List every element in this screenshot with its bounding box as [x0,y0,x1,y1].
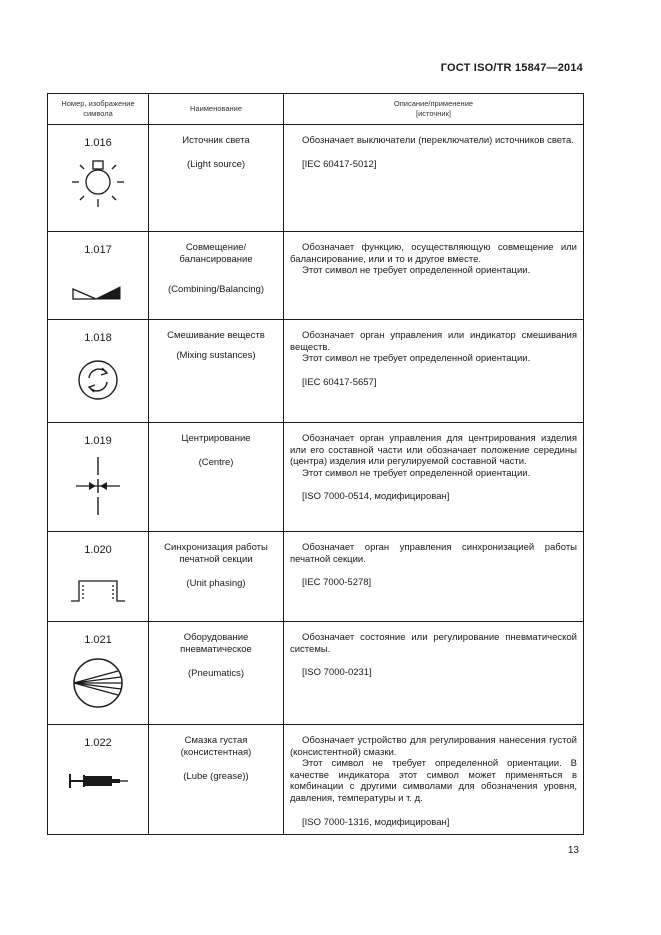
description-cell [284,232,584,320]
description-text: Обозначает орган управления для центрирования изделия или его составной части или обозначает положение середины (центра) изделия или регулируемой составной части. [290,433,577,468]
light-source-icon [68,157,128,213]
description-text: Обозначает состояние или регулирование пневматической системы. [290,632,577,655]
header-description-title: Описание/применение [393,99,474,108]
combining-balancing-icon [68,282,128,304]
table-row [48,423,584,532]
symbol-name-ru: Синхронизация работы печатной секции [164,542,268,565]
symbol-name-ru: Источник света [182,135,250,146]
symbol-name-en: (Unit phasing) [186,578,246,589]
description-text: Этот символ не требует определенной ориентации. [302,467,531,479]
table-row [48,725,584,835]
symbols-table [47,93,584,835]
symbol-name-ru: Смешивание веществ [167,330,265,341]
symbol-cell [48,232,149,320]
name-cell [149,532,284,622]
symbol-cell [48,423,149,532]
description-cell [284,532,584,622]
name-cell [149,320,284,423]
name-cell [149,725,284,835]
name-cell [149,125,284,232]
description-cell [284,423,584,532]
description-text: Обозначает орган управления или индикатор смешивания веществ. [290,330,577,353]
name-cell [149,423,284,532]
header-description-source: [источник] [416,109,451,118]
description-cell [284,320,584,423]
symbol-name-ru: Центрирование [181,433,251,444]
description-text: Этот символ не требует определенной ориентации. [302,265,531,277]
header-description [284,94,584,125]
table-header-row [48,94,584,125]
description-text: Обозначает выключатели (переключатели) источников света. [302,135,574,146]
symbol-code: 1.022 [84,737,112,749]
description-text: Обозначает устройство для регулирования нанесения густой (консистентной) смазки. [290,735,577,758]
source-reference: [ISO 7000-0514, модифицирован] [302,491,450,503]
description-cell [284,622,584,725]
symbol-name-en: (Mixing sustances) [176,350,256,361]
symbol-name-en: (Light source) [186,159,246,170]
description-cell [284,125,584,232]
symbol-code: 1.016 [84,137,112,149]
table-row [48,125,584,232]
document-standard-code: ГОСТ ISO/TR 15847—2014 [440,62,583,74]
table-row [48,232,584,320]
lube-grease-icon [66,771,130,791]
unit-phasing-icon [68,578,128,604]
source-reference: [ISO 7000-1316, модифицирован] [302,816,450,828]
header-symbol-number: Номер, изображение символа [48,94,149,125]
centre-icon [68,455,128,517]
symbol-name-en: (Pneumatics) [188,668,244,679]
symbol-code: 1.017 [84,244,112,256]
symbol-name-en: (Centre) [198,457,234,468]
header-name: Наименование [149,94,284,125]
symbol-cell [48,125,149,232]
symbol-cell [48,622,149,725]
table-row [48,320,584,423]
description-text: Этот символ не требует определенной ориентации. В качестве индикатора этот символ может применяться в комбинации с другими символами для обозначения уровня, давления, температуры и т. д. [290,758,577,804]
source-reference: [IEC 60417-5012] [302,158,377,170]
source-reference: [IEC 60417-5657] [302,376,377,388]
pneumatics-icon [68,654,128,712]
description-cell [284,725,584,835]
table-row [48,532,584,622]
mixing-substances-icon [73,354,123,406]
symbol-name-ru: Смазка густая (консистентная) [180,735,252,758]
name-cell [149,622,284,725]
source-reference: [ISO 7000-0231] [302,667,372,679]
symbol-code: 1.018 [84,332,112,344]
page-number: 13 [567,845,579,856]
symbol-code: 1.019 [84,435,112,447]
symbol-name-ru: Оборудование пневматическое [180,632,252,655]
symbol-code: 1.021 [84,634,112,646]
description-text: Обозначает функцию, осуществляющую совмещение или балансирование, или и то и другое вместе. [290,242,577,265]
symbol-cell [48,320,149,423]
table-row [48,622,584,725]
symbol-name-en: (Lube (grease)) [183,771,249,782]
symbol-name-en: (Combining/Balancing) [167,284,265,295]
symbol-code: 1.020 [84,544,112,556]
symbol-cell [48,725,149,835]
symbol-name-ru: Совмещение/ балансирование [179,242,253,265]
symbol-cell [48,532,149,622]
name-cell [149,232,284,320]
description-text: Обозначает орган управления синхронизацией работы печатной секции. [290,542,577,565]
description-text: Этот символ не требует определенной ориентации. [302,353,531,365]
source-reference: [IEC 7000-5278] [302,577,372,589]
